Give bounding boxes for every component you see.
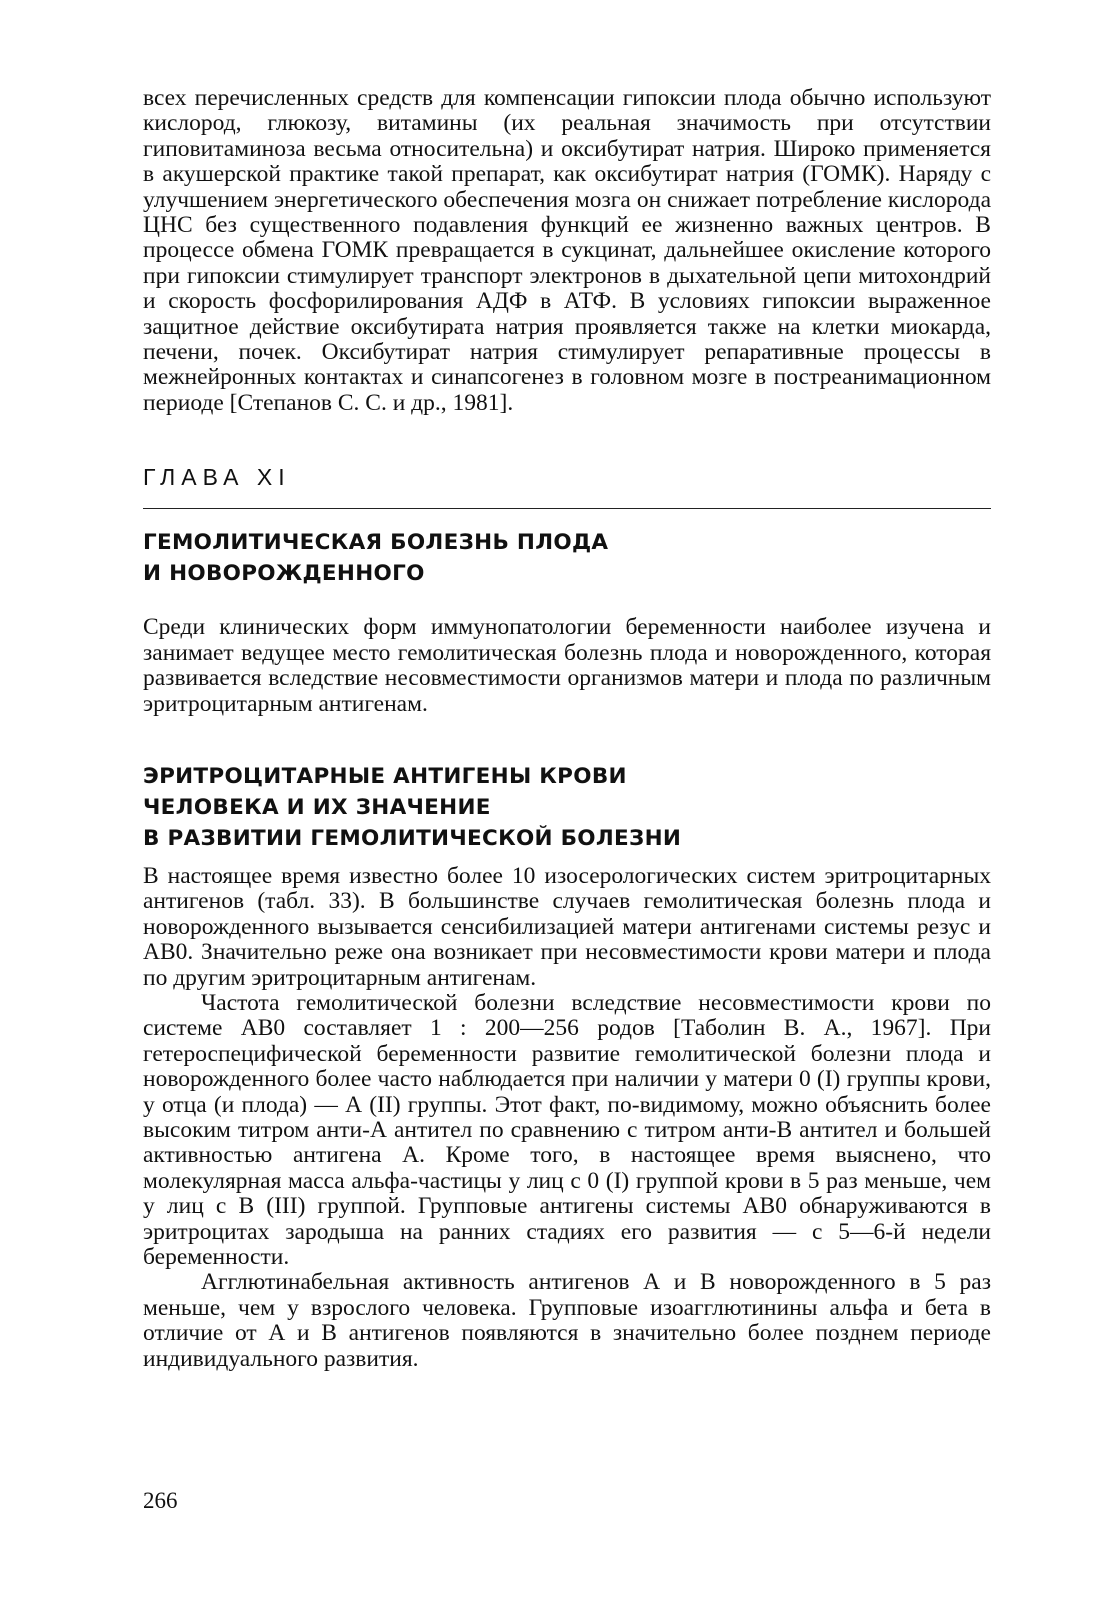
section-title-line-1: ЭРИТРОЦИТАРНЫЕ АНТИГЕНЫ КРОВИ <box>143 763 627 789</box>
chapter-label: ГЛАВА XI <box>143 464 291 491</box>
section-title-line-2: ЧЕЛОВЕКА И ИХ ЗНАЧЕНИЕ <box>143 794 491 820</box>
chapter-title-line-2: И НОВОРОЖДЕННОГО <box>143 561 425 587</box>
section-title <box>143 761 991 854</box>
page-number: 266 <box>143 1488 178 1513</box>
chapter-intro-paragraph: Среди клинических форм иммунопатологии беременности наиболее изучена и занимает ведущее место гемолитическая болезнь плода и новорожденного, которая развивается вследствие несовместимости организмов матери и плода по различным эритроцитарным антигенам. <box>143 614 991 717</box>
section-paragraph-3: Агглютинабельная активность антигенов А и В новорожденного в 5 раз меньше, чем у взрослого человека. Групповые изоагглютинины альфа и бета в отличие от А и В антигенов появляются в значительно более позднем периоде индивидуального развития. <box>143 1269 991 1372</box>
chapter-title <box>143 527 991 589</box>
section-title-line-3: В РАЗВИТИИ ГЕМОЛИТИЧЕСКОЙ БОЛЕЗНИ <box>143 825 682 851</box>
section-paragraph-2: Частота гемолитической болезни вследствие несовместимости крови по системе АВ0 составляет 1 : 200—256 родов [Таболин В. А., 1967]. При гетероспецифической беременности развитие гемолитической болезни плода и новорожденного более часто наблюдается при наличии у матери 0 (I) группы крови, у отца (и плода) — А (II) группы. Этот факт, по-видимому, можно объяснить более высоким титром анти-А антител по сравнению с титром анти-В антител и большей активностью антигена А. Кроме того, в настоящее время выяснено, что молекулярная масса альфа-частицы у лиц с 0 (I) группой крови в 5 раз меньше, чем у лиц с В (III) группой. Групповые антигены системы АВ0 обнаруживаются в эритроцитах зародыша на ранних стадиях его развития — с 5—6-й недели беременности. <box>143 989 991 1270</box>
section-body <box>143 864 991 1372</box>
chapter-title-line-1: ГЕМОЛИТИЧЕСКАЯ БОЛЕЗНЬ ПЛОДА <box>143 530 609 556</box>
chapter-divider <box>143 508 991 509</box>
opening-paragraph: всех перечисленных средств для компенсации гипоксии плода обычно используют кислород, глюкозу, витамины (их реальная значимость при отсутствии гиповитаминоза весьма относительна) и оксибутират натрия. Широко применяется в акушерской практике такой препарат, как оксибутират натрия (ГОМК). Наряду с улучшением энергетического обеспечения мозга он снижает потребление кислорода ЦНС без существенного подавления функций ее жизненно важных центров. В процессе обмена ГОМК превращается в сукцинат, дальнейшее окисление которого при гипоксии стимулирует транспорт электронов в дыхательной цепи митохондрий и скорость фосфорилирования АДФ в АТФ. В условиях гипоксии выраженное защитное действие оксибутирата натрия проявляется также на клетки миокарда, печени, почек. Оксибутират натрия стимулирует репаративные процессы в межнейронных контактах и синапсогенез в головном мозге в постреанимационном периоде [Степанов С. С. и др., 1981]. <box>143 85 991 416</box>
section-paragraph-1: В настоящее время известно более 10 изосерологических систем эритроцитарных антигенов (табл. 33). В большинстве случаев гемолитическая болезнь плода и новорожденного вызывается сенсибилизацией матери антигенами системы резус и АВ0. Значительно реже она возникает при несовместимости крови матери и плода по другим эритроцитарным антигенам. <box>143 862 991 991</box>
page-content <box>143 86 991 1372</box>
